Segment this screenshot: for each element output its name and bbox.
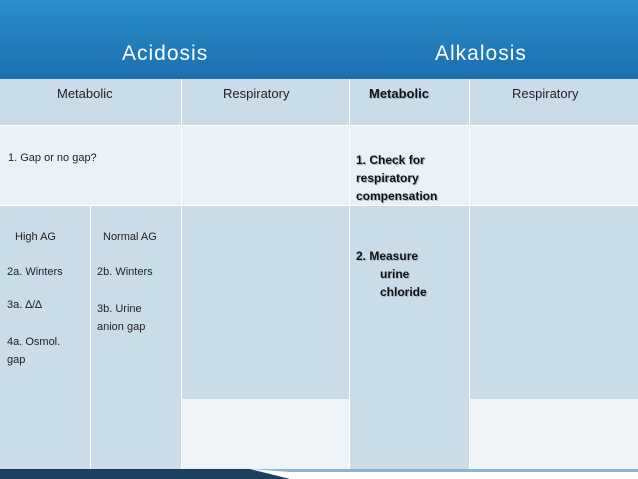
step-two-row: [0, 205, 638, 399]
text-line: chloride: [380, 285, 427, 299]
gap-question: 1. Gap or no gap?: [8, 152, 97, 164]
high-ag-osmol: 4a. Osmol.: [7, 336, 61, 348]
bottom-cell-light: [469, 399, 638, 469]
normal-ag-winters: 2b. Winters: [97, 266, 153, 278]
row-divider: [0, 205, 638, 206]
high-ag-delta-delta: 3a. ∆/∆: [7, 299, 42, 311]
text-line: urine: [380, 267, 410, 281]
check-compensation-text: [356, 151, 437, 205]
column-divider: [349, 79, 350, 469]
column-divider: [181, 79, 182, 469]
text-line: compensation: [356, 189, 438, 203]
alk-metabolic-label: Metabolic: [369, 86, 429, 101]
high-ag-title: High AG: [15, 231, 56, 243]
bottom-cell-light: [181, 399, 349, 469]
acidosis-heading: Acidosis: [122, 42, 209, 65]
high-ag-winters: 2a. Winters: [7, 266, 63, 278]
row-divider: [0, 125, 638, 126]
acid-metabolic-label: Metabolic: [57, 86, 113, 101]
text-line: 1. Check for: [356, 153, 425, 167]
text-line: 2. Measure: [356, 249, 419, 263]
text-line: respiratory: [356, 171, 419, 185]
normal-ag-title: Normal AG: [103, 231, 157, 243]
alkalosis-heading: Alkalosis: [435, 42, 527, 65]
decorative-wedge: [0, 469, 638, 479]
normal-ag-anion-gap: anion gap: [97, 321, 146, 333]
normal-ag-urine: 3b. Urine: [97, 303, 142, 315]
acid-respiratory-label: Respiratory: [223, 86, 290, 101]
column-divider: [469, 79, 470, 469]
column-divider: [90, 205, 91, 469]
high-ag-gap: gap: [7, 354, 26, 366]
alk-respiratory-label: Respiratory: [512, 86, 579, 101]
header-band: [0, 0, 638, 79]
measure-urine-chloride-text: [356, 247, 427, 301]
